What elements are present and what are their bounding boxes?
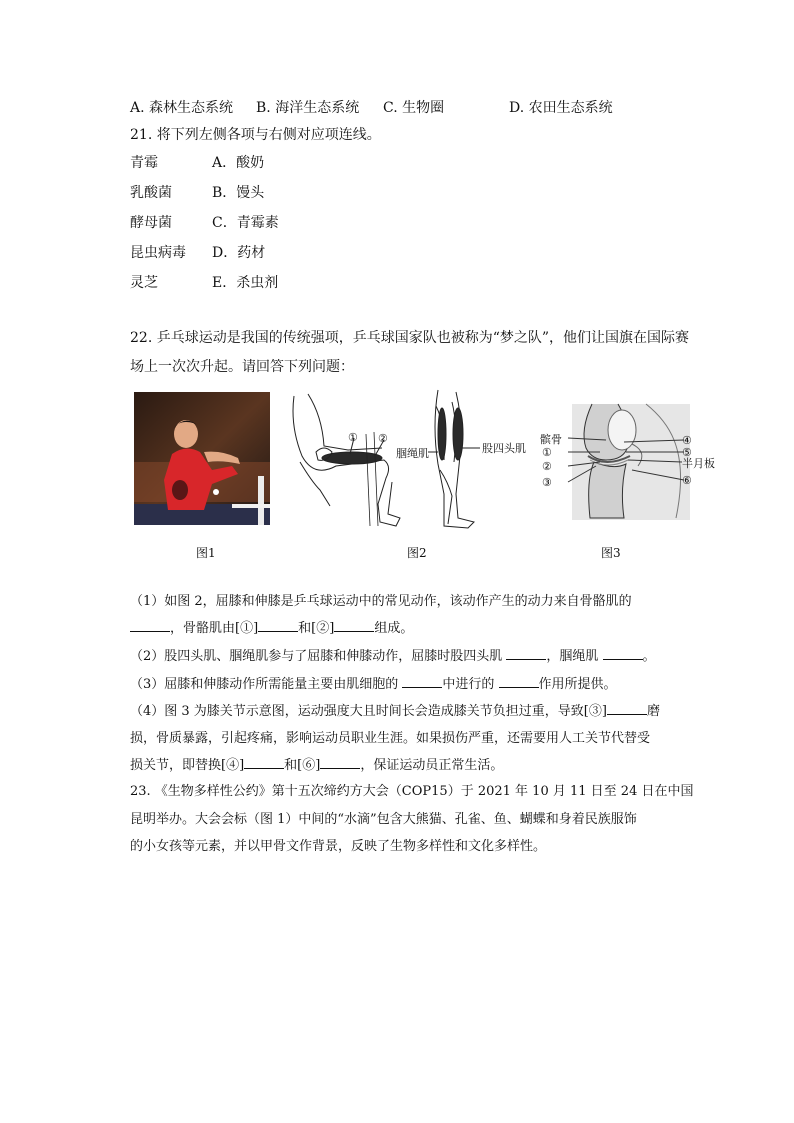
- option-c: C. 生物圈: [383, 100, 445, 116]
- fig2-label-quadriceps: 股四头肌: [482, 442, 526, 455]
- answer-blank[interactable]: [402, 673, 442, 688]
- figure-1-caption: 图1: [196, 546, 216, 560]
- q22-p1-line1: （1）如图 2，屈膝和伸膝是乒乓球运动中的常见动作，该动作产生的动力来自骨骼肌的: [130, 594, 632, 609]
- fig3-label-patella: 髌骨: [540, 433, 562, 446]
- fig3-label-meniscus: 半月板: [682, 457, 715, 470]
- fig3-label-5: ⑤: [682, 446, 692, 459]
- q21-stem: 21. 将下列左侧各项与右侧对应项连线。: [130, 127, 381, 143]
- answer-blank[interactable]: [244, 754, 284, 769]
- figure-2-caption: 图2: [407, 546, 427, 560]
- fig3-label-2: ②: [542, 460, 552, 473]
- q22-p4-line2: 损，骨质暴露，引起疼痛，影响运动员职业生涯。如果损伤严重，还需要用人工关节代替受: [130, 731, 651, 746]
- answer-blank[interactable]: [334, 617, 374, 632]
- answer-blank[interactable]: [607, 700, 647, 715]
- q21-right-item: B．馒头: [212, 185, 265, 201]
- option-a: A. 森林生态系统: [130, 100, 234, 116]
- fig3-label-4: ④: [682, 434, 692, 447]
- q22-p3: （3）屈膝和伸膝动作所需能量主要由肌细胞的 中进行的 作用所提供。: [130, 673, 617, 692]
- fig3-label-6: ⑥: [682, 474, 692, 487]
- figure-3-knee-joint-diagram: [536, 400, 720, 522]
- q23-line3: 的小女孩等元素，并以甲骨文作背景，反映了生物多样性和文化多样性。: [130, 839, 547, 854]
- fig3-label-3: ③: [542, 476, 552, 489]
- fig2-label-1: ①: [348, 431, 358, 444]
- figure-3-caption: 图3: [601, 546, 621, 560]
- q23-line1: 23. 《生物多样性公约》第十五次缔约方大会（COP15）于 2021 年 10 月 11 日至 24 日在中国: [130, 784, 694, 799]
- q21-left-item: 酵母菌: [130, 215, 172, 231]
- q21-left-item: 乳酸菌: [130, 185, 172, 201]
- q22-stem-line1: 22. 乒乓球运动是我国的传统强项，乒乓球国家队也被称为“梦之队”，他们让国旗在国际赛: [130, 330, 690, 346]
- option-b: B. 海洋生态系统: [256, 100, 360, 116]
- figure-1-table-tennis-photo: [134, 392, 270, 525]
- fig3-label-1: ①: [542, 446, 552, 459]
- answer-blank[interactable]: [258, 617, 298, 632]
- q21-right-item: A．酸奶: [212, 155, 265, 171]
- q21-left-item: 灵芝: [130, 275, 158, 291]
- answer-blank[interactable]: [320, 754, 360, 769]
- answer-blank[interactable]: [603, 645, 643, 660]
- answer-blank[interactable]: [506, 645, 546, 660]
- q21-right-item: D．药材: [212, 245, 266, 261]
- option-d: D. 农田生态系统: [509, 100, 613, 116]
- fig2-label-hamstring: 腘绳肌: [396, 447, 429, 460]
- answer-blank[interactable]: [499, 673, 539, 688]
- q22-p4-line3: 损关节，即替换[④] 和[⑥] ，保证运动员正常生活。: [130, 754, 503, 773]
- q21-left-item: 青霉: [130, 155, 158, 171]
- q21-left-item: 昆虫病毒: [130, 245, 186, 261]
- q22-p1-line2: ，骨骼肌由[①] 和[②] 组成。: [130, 617, 413, 636]
- figure-2-leg-muscles-diagram: [288, 386, 528, 536]
- q22-p2: （2）股四头肌、腘绳肌参与了屈膝和伸膝动作，屈膝时股四头肌 ，腘绳肌 。: [130, 645, 656, 664]
- q23-line2: 昆明举办。大会会标（图 1）中间的“水滴”包含大熊猫、孔雀、鱼、蝴蝶和身着民族服饰: [130, 812, 637, 827]
- q22-p4-line1: （4）图 3 为膝关节示意图，运动强度大且时间长会造成膝关节负担过重，导致[③] 磨: [130, 700, 660, 719]
- q22-stem-line2: 场上一次次升起。请回答下列问题：: [130, 359, 354, 375]
- fig2-label-2: ②: [378, 432, 388, 445]
- answer-blank[interactable]: [130, 617, 170, 632]
- q21-right-item: E．杀虫剂: [212, 275, 279, 291]
- q21-right-item: C．青霉素: [212, 215, 279, 231]
